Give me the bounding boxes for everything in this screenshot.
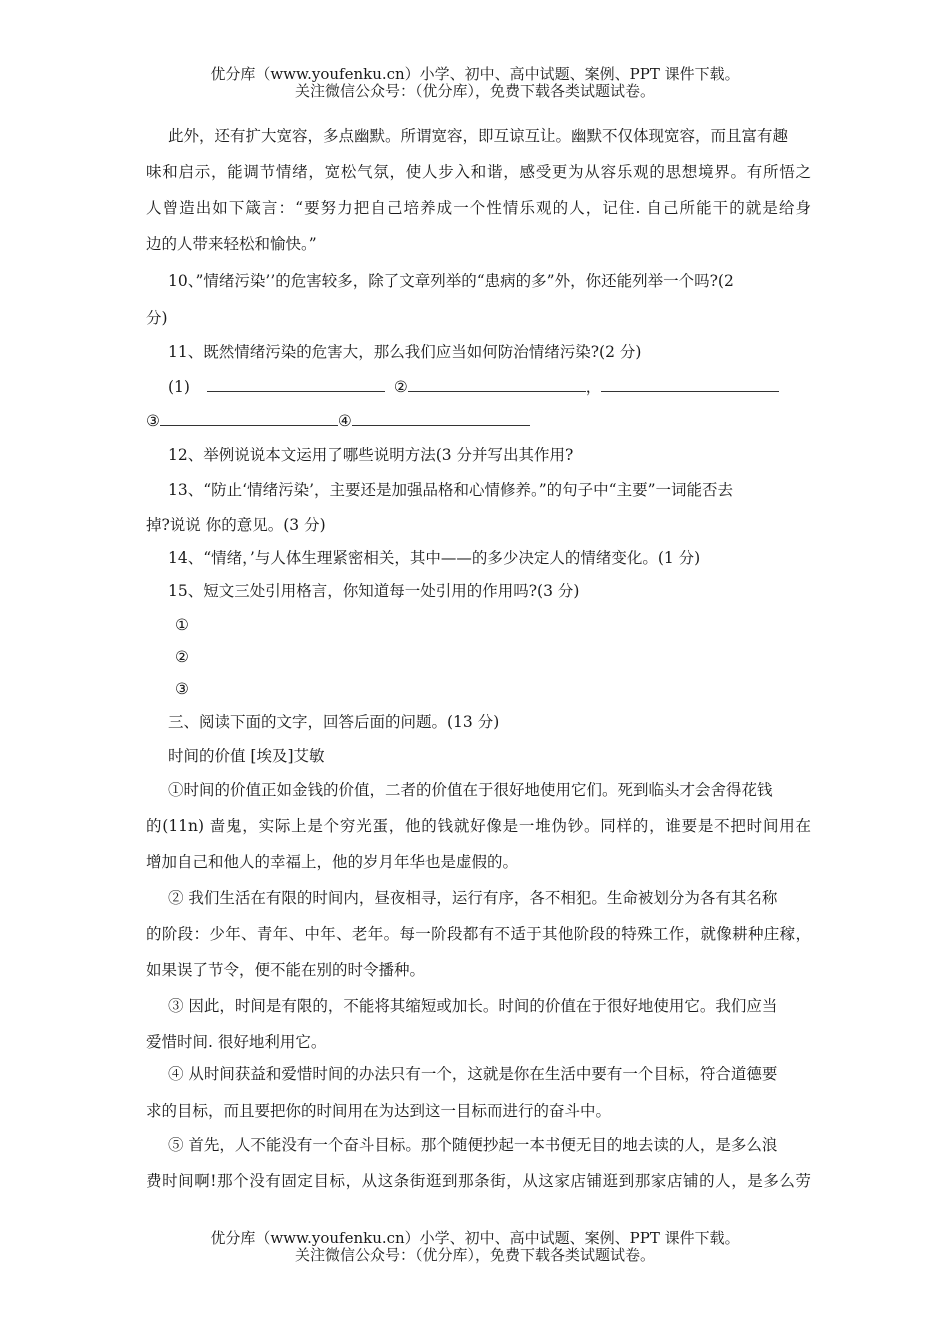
question-12: 12、举例说说本文运用了哪些说明方法(3 分并写出其作用? <box>168 446 574 464</box>
answer-label-2: ② <box>393 378 408 396</box>
question-11-answers-row1 <box>168 376 833 398</box>
paragraph-line: ④ 从时间获益和爱惜时间的办法只有一个，这就是你在生活中要有一个目标，符合道德要 <box>168 1065 778 1083</box>
question-11-answers-row2 <box>146 410 811 432</box>
paragraph-line: 爱惜时间. 很好地利用它。 <box>146 1033 327 1051</box>
page-header <box>0 66 950 100</box>
answer-item-2: ② <box>175 648 189 666</box>
question-11: 11、既然情绪污染的危害大，那么我们应当如何防治情绪污染?(2 分) <box>168 343 642 361</box>
paragraph-line: ② 我们生活在有限的时间内，昼夜相寻，运行有序，各不相犯。生命被划分为各有其名称 <box>168 889 778 907</box>
paragraph-line: ③ 因此，时间是有限的，不能将其缩短或加长。时间的价值在于很好地使用它。我们应当 <box>168 997 778 1015</box>
answer-item-1: ① <box>175 616 189 634</box>
answer-label-1: (1) <box>168 378 190 396</box>
answer-label-3: ③ <box>146 412 160 430</box>
question-10: 10、”情绪污染’’的危害较多，除了文章列举的“患病的多”外，你还能列举一个吗?(2 <box>168 272 734 290</box>
header-line-1: 优分库（www.youfenku.cn）小学、初中、高中试题、案例、PPT 课件下载。 <box>210 65 740 83</box>
answer-label-4: ④ <box>337 412 352 430</box>
answer-blank-4[interactable] <box>352 411 530 426</box>
question-14: 14、“情绪，’与人体生理紧密相关，其中——的多少决定人的情绪变化。(1 分) <box>168 549 701 567</box>
question-10-cont: 分) <box>146 309 168 327</box>
footer-line-1: 优分库（www.youfenku.cn）小学、初中、高中试题、案例、PPT 课件下载。 <box>210 1229 740 1247</box>
paragraph-line: 的阶段：少年、青年、中年、老年。每一阶段都有不适于其他阶段的特殊工作，就像耕种庄稼， <box>146 925 811 943</box>
paragraph-line: 此外，还有扩大宽容，多点幽默。所谓宽容，即互谅互让。幽默不仅体现宽容，而且富有趣 <box>168 127 789 145</box>
paragraph-line: 如果误了节令，便不能在别的时令播种。 <box>146 961 426 979</box>
article-title: 时间的价值 [埃及]艾敏 <box>168 747 325 765</box>
answer-item-3: ③ <box>175 680 189 698</box>
footer-line-2: 关注微信公众号：（优分库），免费下载各类试题试卷。 <box>294 1246 655 1264</box>
answer-blank-1[interactable] <box>207 377 385 392</box>
section-heading: 三、阅读下面的文字，回答后面的问题。(13 分) <box>168 713 500 731</box>
paragraph-line: 增加自己和他人的幸福上，他的岁月年华也是虚假的。 <box>146 853 519 871</box>
question-13: 13、“防止‘情绪污染’，主要还是加强品格和心情修养。”的句子中“主要”一词能否去 <box>168 481 734 499</box>
answer-comma: ， <box>585 378 602 396</box>
answer-blank-3[interactable] <box>160 411 338 426</box>
paragraph-line: 的(11n) 啬鬼，实际上是个穷光蛋，他的钱就好像是一堆伪钞。同样的，谁要是不把时间用在 <box>146 817 811 835</box>
page-footer <box>0 1230 950 1264</box>
question-13-cont: 掉?说说 你的意见。(3 分) <box>146 516 326 534</box>
paragraph-line: 求的目标，而且要把你的时间用在为达到这一目标而进行的奋斗中。 <box>146 1102 612 1120</box>
question-15: 15、短文三处引用格言，你知道每一处引用的作用吗?(3 分) <box>168 582 580 600</box>
answer-blank-2b[interactable] <box>601 377 779 392</box>
header-line-2: 关注微信公众号：（优分库），免费下载各类试题试卷。 <box>294 82 655 100</box>
paragraph-line: 费时间啊!那个没有固定目标，从这条街逛到那条街，从这家店铺逛到那家店铺的人，是多么劳 <box>146 1172 811 1190</box>
paragraph-line: ⑤ 首先，人不能没有一个奋斗目标。那个随便抄起一本书便无目的地去读的人，是多么浪 <box>168 1136 778 1154</box>
paragraph-line: 味和启示，能调节情绪，宽松气氛，使人步入和谐，感受更为从容乐观的思想境界。有所悟之 <box>146 163 811 181</box>
paragraph-line: 人曾造出如下箴言：“要努力把自己培养成一个性情乐观的人，记住. 自己所能干的就是给身 <box>146 199 811 217</box>
paragraph-line: 边的人带来轻松和愉快。” <box>146 235 317 253</box>
answer-blank-2[interactable] <box>408 377 586 392</box>
paragraph-line: ①时间的价值正如金钱的价值，二者的价值在于很好地使用它们。死到临头才会舍得花钱 <box>168 781 773 799</box>
